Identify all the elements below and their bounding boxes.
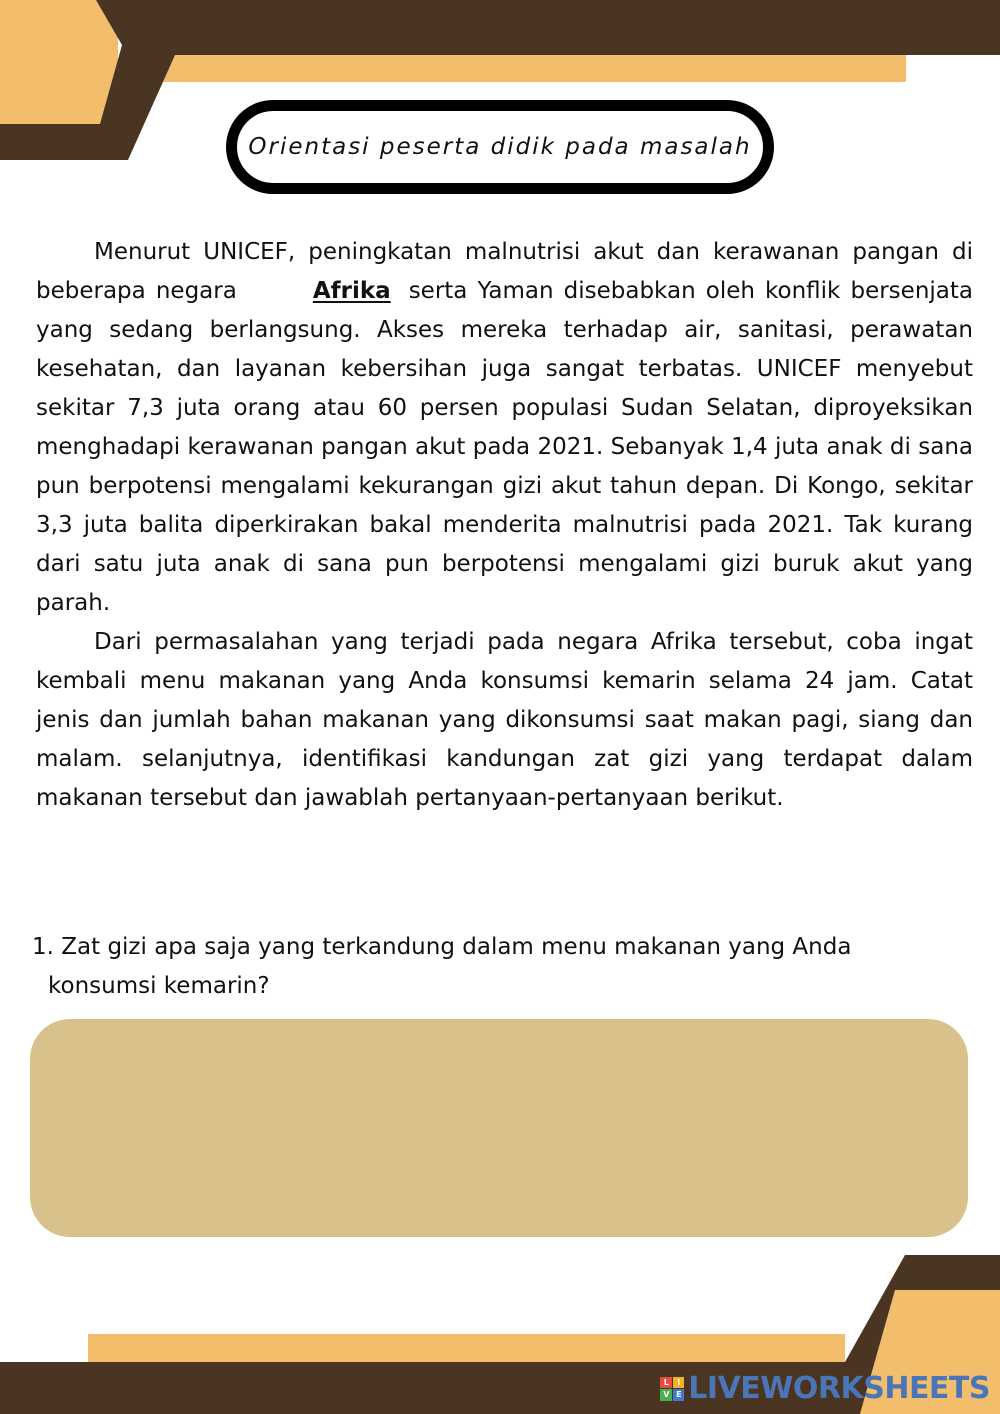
question-number: 1.	[32, 934, 54, 960]
answer-blank-afrika[interactable]: Afrika	[312, 278, 391, 304]
passage-p1-end: serta Yaman disebabkan oleh konflik bersenjata yang sedang berlangsung. Akses mereka terhadap air, sanitasi, perawatan kesehatan, dan layanan kebersihan juga sangat terbatas. UNICEF menyebut sekitar 7,3 juta orang atau 60 persen populasi Sudan Selatan, diproyeksikan menghadapi kerawanan pangan akut pada 2021. Sebanyak 1,4 juta anak di sana pun berpotensi mengalami kekurangan gizi akut tahun depan. Di Kongo, sekitar 3,3 juta balita diperkirakan bakal menderita malnutrisi pada 2021. Tak kurang dari satu juta anak di sana pun berpotensi mengalami gizi buruk akut yang parah.	[36, 278, 973, 616]
question-1	[32, 928, 972, 1006]
reading-passage	[36, 233, 973, 818]
passage-p1-start: Menurut UNICEF, peningkatan malnutrisi akut dan kerawanan pangan di beberapa negara	[36, 239, 973, 304]
liveworksheets-watermark	[660, 1371, 990, 1406]
logo-letter-e: E	[673, 1389, 685, 1401]
top-orange-bar	[150, 55, 906, 82]
answer-textbox[interactable]	[30, 1019, 968, 1237]
top-orange-wedge	[0, 0, 118, 124]
question-line-2: konsumsi kemarin?	[48, 973, 270, 999]
bottom-orange-bar	[88, 1334, 845, 1362]
liveworksheets-logo-icon	[660, 1377, 684, 1401]
logo-letter-i: I	[673, 1377, 685, 1389]
logo-letter-l: L	[660, 1377, 672, 1389]
page-title: Orientasi peserta didik pada masalah	[248, 134, 752, 160]
question-line-1: Zat gizi apa saja yang terkandung dalam menu makanan yang Anda	[61, 934, 852, 960]
passage-paragraph-1	[36, 233, 973, 623]
passage-paragraph-2: Dari permasalahan yang terjadi pada negara Afrika tersebut, coba ingat kembali menu makanan yang Anda konsumsi kemarin selama 24 jam. Catat jenis dan jumlah bahan makanan yang dikonsumsi saat makan pagi, siang dan malam. selanjutnya, identifikasi kandungan zat gizi yang terdapat dalam makanan tersebut dan jawablah pertanyaan-pertanyaan berikut.	[36, 629, 973, 811]
title-pill	[226, 100, 774, 194]
logo-letter-v: V	[660, 1389, 672, 1401]
watermark-text: LIVEWORKSHEETS	[688, 1371, 990, 1406]
